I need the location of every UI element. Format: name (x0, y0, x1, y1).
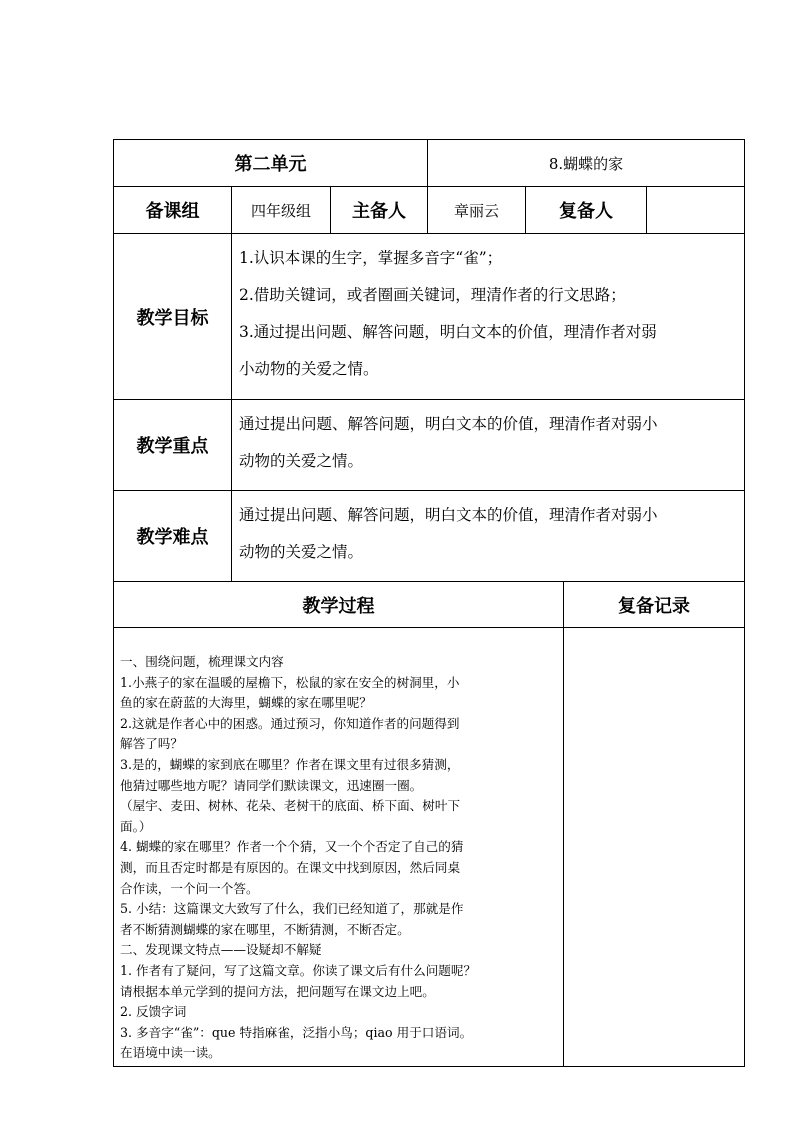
key-points-row (114, 400, 745, 491)
goal-line: 1.认识本课的生字，掌握多音字“雀”； (239, 249, 503, 267)
key-points-label: 教学重点 (114, 400, 232, 491)
process-line: 请根据本单元学到的提问方法，把问题写在课文边上吧。 (120, 983, 435, 999)
process-line: 2. 反馈字词 (120, 1004, 187, 1020)
process-line: 3.是的，蝴蝶的家到底在哪里？作者在课文里有过很多猜测， (120, 756, 460, 772)
goals-row (114, 234, 745, 400)
process-line: （屋宇、麦田、树林、花朵、老树干的底面、桥下面、树叶下 (120, 798, 461, 814)
process-line: 3. 多音字“雀”：que 特指麻雀，泛指小鸟；qiao 用于口语词。 (120, 1024, 473, 1040)
process-row (114, 628, 745, 1067)
process-line: 合作读，一个问一个答。 (120, 880, 259, 896)
goal-line: 小动物的关爱之情。 (239, 360, 379, 378)
unit-cell (114, 140, 428, 187)
goals-label: 教学目标 (114, 234, 232, 400)
process-line: 他猜过哪些地方呢？请同学们默读课文，迅速圈一圈。 (120, 777, 423, 793)
process-line: 二、发现课文特点——设疑却不解疑 (120, 942, 322, 958)
review-record-label: 复备记录 (564, 582, 745, 628)
review-record-cell (564, 628, 745, 1067)
review-label: 复备人 (526, 187, 647, 234)
lead-label: 主备人 (331, 187, 428, 234)
difficulties-content (232, 491, 745, 582)
process-line: 鱼的家在蔚蓝的大海里，蝴蝶的家在哪里呢？ (120, 695, 372, 711)
process-content (114, 628, 564, 1067)
process-label: 教学过程 (114, 582, 564, 628)
group-label: 备课组 (114, 187, 232, 234)
key-point-line: 通过提出问题、解答问题，明白文本的价值，理清作者对弱小 (239, 415, 658, 433)
review-value (647, 187, 745, 234)
goals-content (232, 234, 745, 400)
group-value: 四年级组 (232, 187, 331, 234)
process-line: 5. 小结：这篇课文大致写了什么，我们已经知道了，那就是作 (120, 901, 464, 917)
key-points-content (232, 400, 745, 491)
process-line: 者不断猜测蝴蝶的家在哪里，不断猜测，不断否定。 (120, 921, 410, 937)
process-line: 一、围绕问题，梳理课文内容 (120, 654, 284, 669)
process-line: 面。） (120, 818, 152, 834)
goal-line: 3.通过提出问题、解答问题，明白文本的价值，理清作者对弱 (239, 323, 657, 341)
lesson-title-cell (428, 140, 745, 187)
process-line: 测，而且否定时都是有原因的。在课文中找到原因，然后同桌 (120, 859, 461, 875)
difficulties-row (114, 491, 745, 582)
process-line: 2.这就是作者心中的困惑。通过预习，你知道作者的问题得到 (120, 715, 460, 731)
process-line: 4. 蝴蝶的家在哪里？作者一个个猜，又一个个否定了自己的猜 (120, 839, 464, 855)
header-row (114, 140, 745, 187)
difficulties-label: 教学难点 (114, 491, 232, 582)
process-line: 1.小燕子的家在温暖的屋檐下，松鼠的家在安全的树洞里，小 (120, 674, 460, 690)
unit-title: 第二单元 (234, 154, 307, 175)
goal-line: 2.借助关键词，或者圈画关键词，理清作者的行文思路； (239, 286, 626, 304)
process-header-row (114, 582, 745, 628)
difficulty-line: 通过提出问题、解答问题，明白文本的价值，理清作者对弱小 (239, 506, 658, 524)
process-line: 1. 作者有了疑问，写了这篇文章。你读了课文后有什么问题呢？ (120, 962, 477, 978)
process-line: 在语境中读一读。 (120, 1045, 221, 1061)
lesson-plan-table (113, 139, 745, 1067)
lesson-title: 8.蝴蝶的家 (548, 154, 624, 173)
info-row (114, 187, 745, 234)
process-line: 解答了吗？ (120, 736, 183, 752)
difficulty-line: 动物的关爱之情。 (239, 543, 364, 561)
lead-value: 章丽云 (428, 187, 526, 234)
key-point-line: 动物的关爱之情。 (239, 452, 364, 470)
